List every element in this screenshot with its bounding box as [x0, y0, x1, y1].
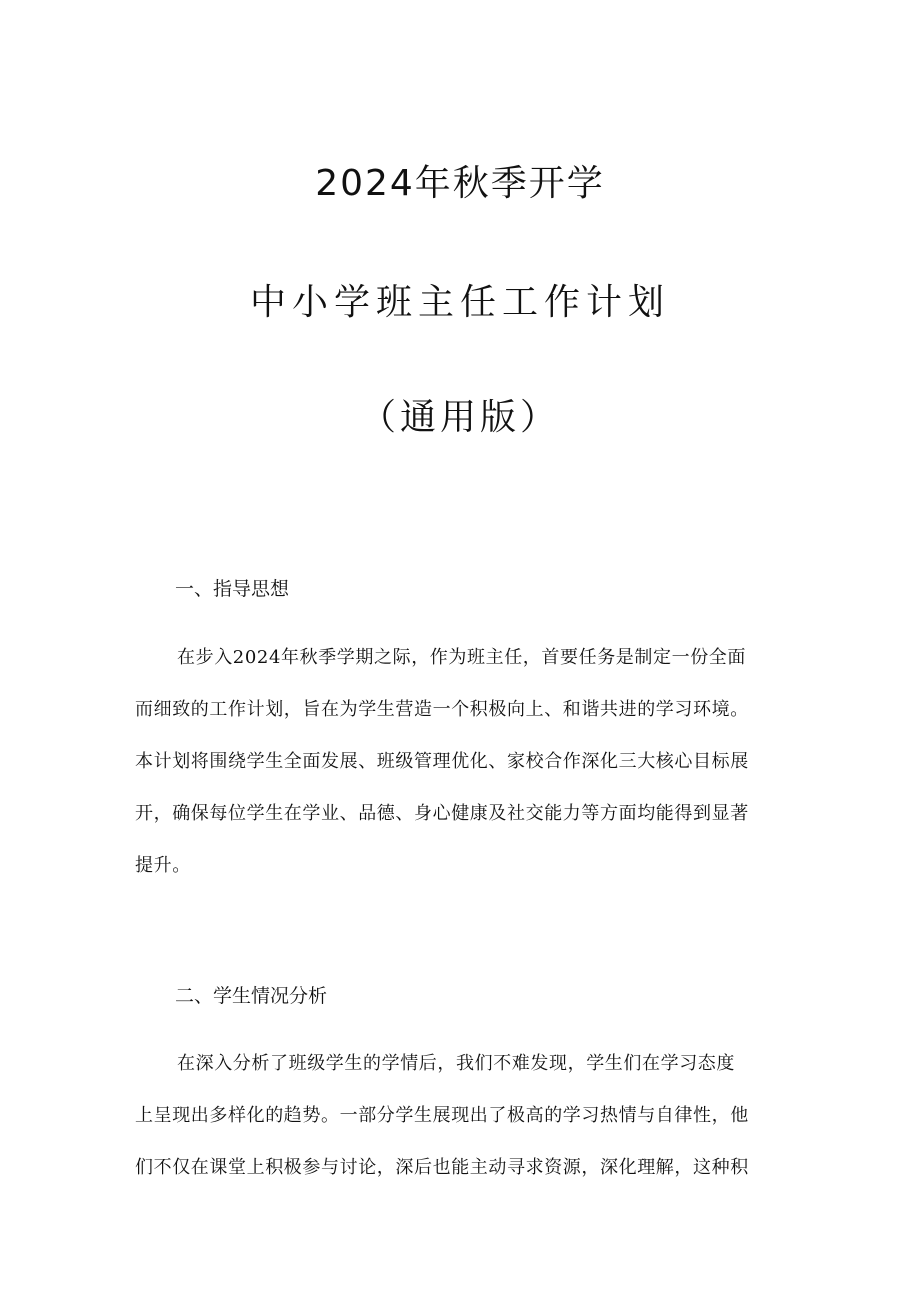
paragraph-line: 在深入分析了班级学生的学情后，我们不难发现，学生们在学习态度: [177, 1053, 735, 1074]
paragraph-line: 本计划将围绕学生全面发展、班级管理优化、家校合作深化三大核心目标展: [135, 751, 749, 772]
paragraph-line: 上呈现出多样化的趋势。一部分学生展现出了极高的学习热情与自律性，他: [135, 1105, 749, 1126]
section-heading-student-analysis: 二、学生情况分析: [175, 985, 328, 1007]
paragraph-line: 在步入2024年秋季学期之际，作为班主任，首要任务是制定一份全面: [177, 647, 747, 668]
document-title-edition: （通用版）: [359, 397, 560, 438]
document-title-main: 中小学班主任工作计划: [249, 282, 670, 323]
paragraph-student-analysis: [135, 1038, 790, 1194]
paragraph-line: 们不仅在课堂上积极参与讨论，深后也能主动寻求资源，深化理解，这种积: [135, 1157, 749, 1178]
paragraph-guiding-ideology: [135, 632, 790, 892]
paragraph-line: 而细致的工作计划，旨在为学生营造一个积极向上、和谐共进的学习环境。: [135, 699, 749, 720]
document-title-year: 2024年秋季开学: [315, 163, 605, 204]
section-heading-guiding-ideology: 一、指导思想: [175, 578, 290, 600]
paragraph-line: 提升。: [135, 855, 191, 876]
paragraph-line: 开，确保每位学生在学业、品德、身心健康及社交能力等方面均能得到显著: [135, 803, 749, 824]
